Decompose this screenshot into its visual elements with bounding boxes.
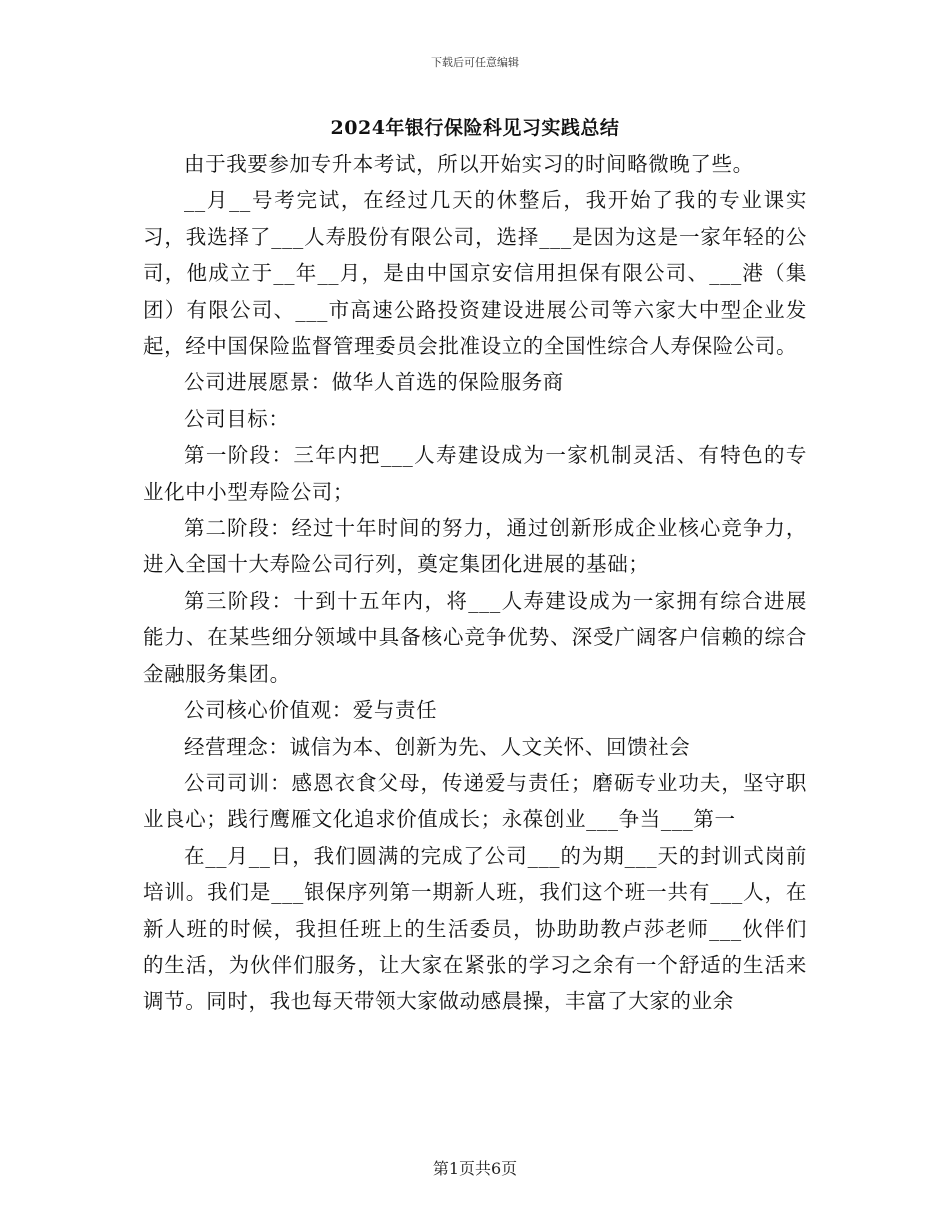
document-title: 2024年银行保险科见习实践总结 xyxy=(330,117,620,139)
paragraph-training: 在__月__日，我们圆满的完成了公司___的为期___天的封训式岗前培训。我们是___银保序列第一期新人班，我们这个班一共有___人，在新人班的时候，我担任班上的生活委员，协助助教卢莎老师___伙伴们的生活，为伙伴们服务，让大家在紧张的学习之余有一个舒适的生活来调节。同时，我也每天带领大家做动感晨操，丰富了大家的业余 xyxy=(143,843,807,1014)
paragraph-goal-stage-two: 第二阶段：经过十年时间的努力，通过创新形成企业核心竞争力，进入全国十大寿险公司行列，奠定集团化进展的基础； xyxy=(143,516,807,577)
paragraph-goal-stage-one: 第一阶段：三年内把___人寿建设成为一家机制灵活、有特色的专业化中小型寿险公司； xyxy=(143,443,807,504)
document-body xyxy=(143,146,807,1020)
page-number: 第1页共6页 xyxy=(432,1159,518,1178)
header-note: 下载后可任意编辑 xyxy=(431,56,519,69)
paragraph-intro: 由于我要参加专升本考试，所以开始实习的时间略微晚了些。 xyxy=(184,152,754,176)
paragraph-business-philosophy: 经营理念：诚信为本、创新为先、人文关怀、回馈社会 xyxy=(184,734,691,759)
paragraph-company-background: __月__号考完试，在经过几天的休整后，我开始了我的专业课实习，我选择了___人寿股份有限公司，选择___是因为这是一家年轻的公司，他成立于__年__月，是由中国京安信用担保有限公司、___港（集团）有限公司、___市高速公路投资建设进展公司等六家大中型企业发起，经中国保险监督管理委员会批准设立的全国性综合人寿保险公司。 xyxy=(143,188,807,359)
paragraph-company-goals-heading: 公司目标： xyxy=(184,406,290,431)
paragraph-core-values: 公司核心价值观：爱与责任 xyxy=(184,698,438,723)
paragraph-company-vision: 公司进展愿景：做华人首选的保险服务商 xyxy=(184,370,564,395)
paragraph-goal-stage-three: 第三阶段：十到十五年内，将___人寿建设成为一家拥有综合进展能力、在某些细分领域中具备核心竞争优势、深受广阔客户信赖的综合金融服务集团。 xyxy=(143,588,807,686)
paragraph-company-motto: 公司司训：感恩衣食父母，传递爱与责任；磨砺专业功夫，坚守职业良心；践行鹰雁文化追求价值成长；永葆创业___争当___第一 xyxy=(143,770,807,832)
